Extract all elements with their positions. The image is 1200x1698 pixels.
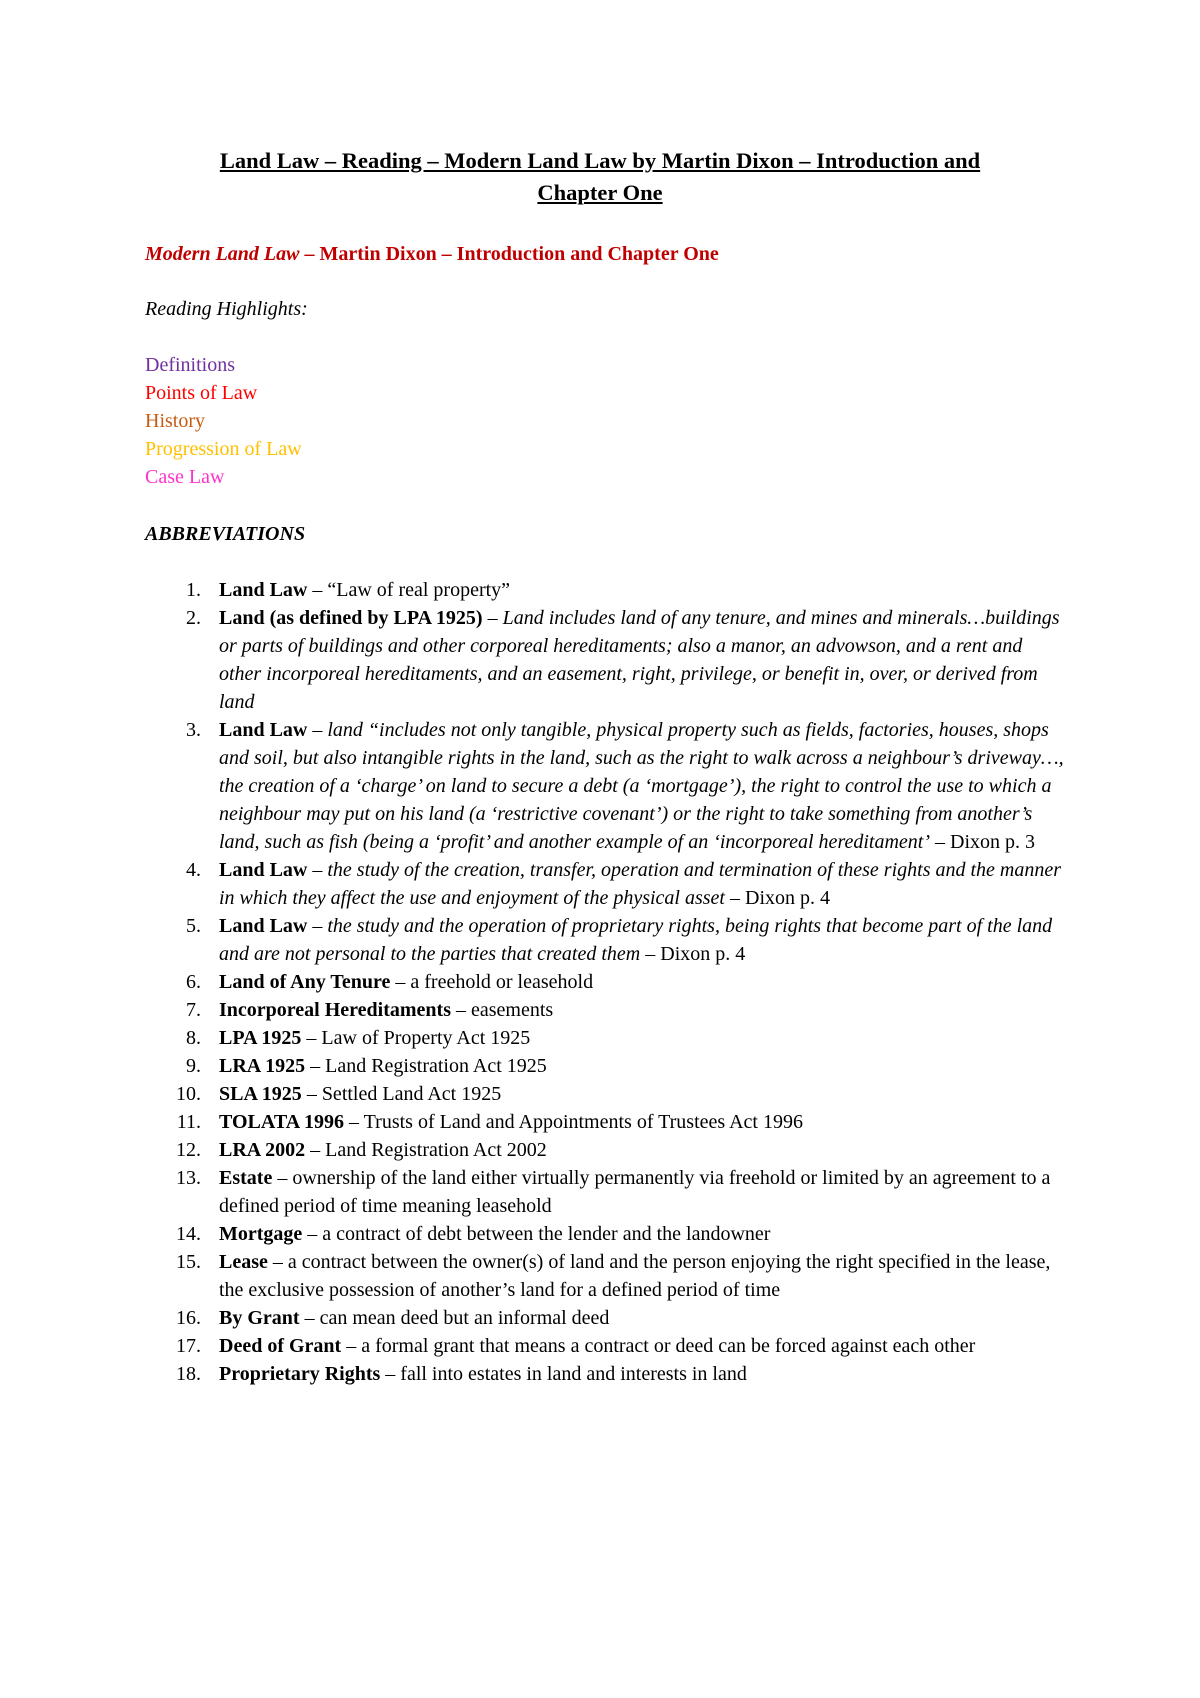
list-item-term: Land (as defined by LPA 1925) [219, 607, 483, 629]
list-item [145, 1024, 1065, 1052]
title-line-1: Land Law – Reading – Modern Land Law by Martin Dixon – Introduction and [219, 148, 981, 173]
list-item-number: 2. [186, 607, 201, 629]
list-item-number: 17. [176, 1335, 201, 1357]
list-item [145, 1220, 1065, 1248]
list-item [145, 1332, 1065, 1360]
list-item [145, 716, 1065, 856]
list-item-term: Land of Any Tenure [219, 971, 391, 993]
list-item-definition: Land Registration Act 2002 [325, 1139, 547, 1161]
legend-item: History [145, 410, 205, 432]
list-item-separator: – [301, 1027, 322, 1049]
list-item-definition: fall into estates in land and interests in land [400, 1363, 747, 1385]
list-item-separator: – [302, 1223, 323, 1245]
list-item-term: By Grant [219, 1307, 300, 1329]
list-item-definition: a freehold or leasehold [410, 971, 594, 993]
list-item-definition: Law of Property Act 1925 [321, 1027, 531, 1049]
list-item-number: 6. [186, 971, 201, 993]
reading-highlights-heading: Reading Highlights: [145, 298, 308, 320]
list-item-number: 10. [176, 1083, 201, 1105]
list-item [145, 1080, 1065, 1108]
list-item-definition: Land Registration Act 1925 [325, 1055, 547, 1077]
list-item-number: 1. [186, 579, 201, 601]
list-item-number: 14. [176, 1223, 201, 1245]
list-item-definition: “Law of real property” [327, 579, 511, 601]
list-item-definition: a contract between the owner(s) of land and the person enjoying the right specified in the lease, the exclusive possession of another’s land for a defined period of time [219, 1251, 1051, 1301]
list-item-separator: – [451, 999, 472, 1021]
list-item-number: 13. [176, 1167, 201, 1189]
list-item-definition: ownership of the land either virtually permanently via freehold or limited by an agreement to a defined period of time meaning leasehold [219, 1167, 1051, 1217]
list-item-definition: easements [471, 999, 554, 1021]
title-line-2: Chapter One [537, 180, 663, 205]
list-item-separator: – [267, 1251, 288, 1273]
list-item-term: SLA 1925 [219, 1083, 302, 1105]
list-item-number: 5. [186, 915, 201, 937]
list-item-term: Land Law [219, 719, 308, 741]
list-item [145, 604, 1065, 716]
subtitle-book-title: Modern Land Law [145, 243, 300, 265]
list-item [145, 1304, 1065, 1332]
list-item-number: 11. [176, 1111, 201, 1133]
list-item-separator: – [299, 1307, 320, 1329]
list-item [145, 1248, 1065, 1304]
list-item-term: Lease [219, 1251, 268, 1273]
list-item-separator: – [305, 1055, 326, 1077]
list-item-term: Land Law [219, 579, 308, 601]
legend-item: Progression of Law [145, 438, 302, 460]
list-item-separator: – [301, 1083, 322, 1105]
list-item-term: LRA 1925 [219, 1055, 306, 1077]
subtitle [145, 240, 719, 268]
list-item-term: Estate [219, 1167, 273, 1189]
list-item-number: 12. [176, 1139, 201, 1161]
abbreviations-list [145, 576, 1065, 1388]
legend-item: Definitions [145, 354, 235, 376]
list-item-term: LPA 1925 [219, 1027, 302, 1049]
list-item [145, 856, 1065, 912]
list-item [145, 1360, 1065, 1388]
list-item-definition: Trusts of Land and Appointments of Trustees Act 1996 [363, 1111, 803, 1133]
list-item-separator: – [341, 1335, 362, 1357]
list-item-separator: – [307, 579, 328, 601]
highlight-legend [145, 351, 302, 491]
list-item-separator: – [380, 1363, 401, 1385]
list-item-citation: – Dixon p. 3 [930, 831, 1036, 853]
list-item-number: 9. [186, 1055, 201, 1077]
list-item [145, 1164, 1065, 1220]
list-item [145, 1108, 1065, 1136]
list-item-term: Deed of Grant [219, 1335, 342, 1357]
list-item [145, 1052, 1065, 1080]
list-item-number: 16. [176, 1307, 201, 1329]
list-item-citation: – Dixon p. 4 [640, 943, 746, 965]
list-item-separator: – [390, 971, 411, 993]
list-item [145, 996, 1065, 1024]
list-item-definition: a contract of debt between the lender and the landowner [322, 1223, 771, 1245]
list-item-separator: – [272, 1167, 293, 1189]
list-item-number: 4. [186, 859, 201, 881]
list-item [145, 912, 1065, 968]
list-item-quote: Land includes land of any tenure, and mines and minerals…buildings or parts of buildings and other corporeal hereditaments; also a manor, an advowson, and a rent and other incorporeal hereditaments, and an easement, right, privilege, or benefit in, over, or derived from land [219, 607, 1060, 713]
list-item-number: 7. [186, 999, 201, 1021]
list-item-quote: land “includes not only tangible, physical property such as fields, factories, houses, shops and soil, but also intangible rights in the land, such as the right to walk across a neighbour’s driveway…, the creation of a ‘charge’ on land to secure a debt (a ‘mortgage’), the right to control the use to which a neighbour may put on his land (a ‘restrictive covenant’) or the right to take something from another’s land, such as fish (being a ‘profit’ and another example of an ‘incorporeal hereditament’ [219, 719, 1064, 853]
list-item-separator: – [305, 1139, 326, 1161]
list-item-term: Incorporeal Hereditaments [219, 999, 452, 1021]
list-item [145, 1136, 1065, 1164]
list-item-number: 18. [176, 1363, 201, 1385]
list-item-separator: – [482, 607, 503, 629]
list-item-term: TOLATA 1996 [219, 1111, 345, 1133]
list-item-definition: Settled Land Act 1925 [321, 1083, 502, 1105]
list-item-separator: – [307, 915, 328, 937]
list-item-citation: – Dixon p. 4 [725, 887, 830, 909]
list-item-separator: – [307, 859, 328, 881]
list-item-term: LRA 2002 [219, 1139, 306, 1161]
list-item-number: 3. [186, 719, 201, 741]
list-item-definition: a formal grant that means a contract or deed can be forced against each other [361, 1335, 976, 1357]
list-item-number: 15. [176, 1251, 201, 1273]
list-item [145, 576, 1065, 604]
legend-item: Points of Law [145, 382, 258, 404]
list-item-quote: the study and the operation of proprietary rights, being rights that become part of the land and are not personal to the parties that created them [219, 915, 1053, 965]
list-item-term: Land Law [219, 915, 308, 937]
list-item-term: Mortgage [219, 1223, 303, 1245]
subtitle-rest: – Martin Dixon – Introduction and Chapter One [299, 243, 719, 265]
list-item-term: Land Law [219, 859, 308, 881]
list-item [145, 968, 1065, 996]
list-item-separator: – [344, 1111, 364, 1133]
abbreviations-heading: ABBREVIATIONS [145, 523, 306, 545]
list-item-quote: the study of the creation, transfer, operation and termination of these rights and the manner in which they affect the use and enjoyment of the physical asset [219, 859, 1062, 909]
list-item-separator: – [307, 719, 328, 741]
legend-item: Case Law [145, 466, 225, 488]
list-item-number: 8. [186, 1027, 201, 1049]
list-item-definition: can mean deed but an informal deed [319, 1307, 610, 1329]
document-title [145, 145, 1055, 209]
list-item-term: Proprietary Rights [219, 1363, 381, 1385]
